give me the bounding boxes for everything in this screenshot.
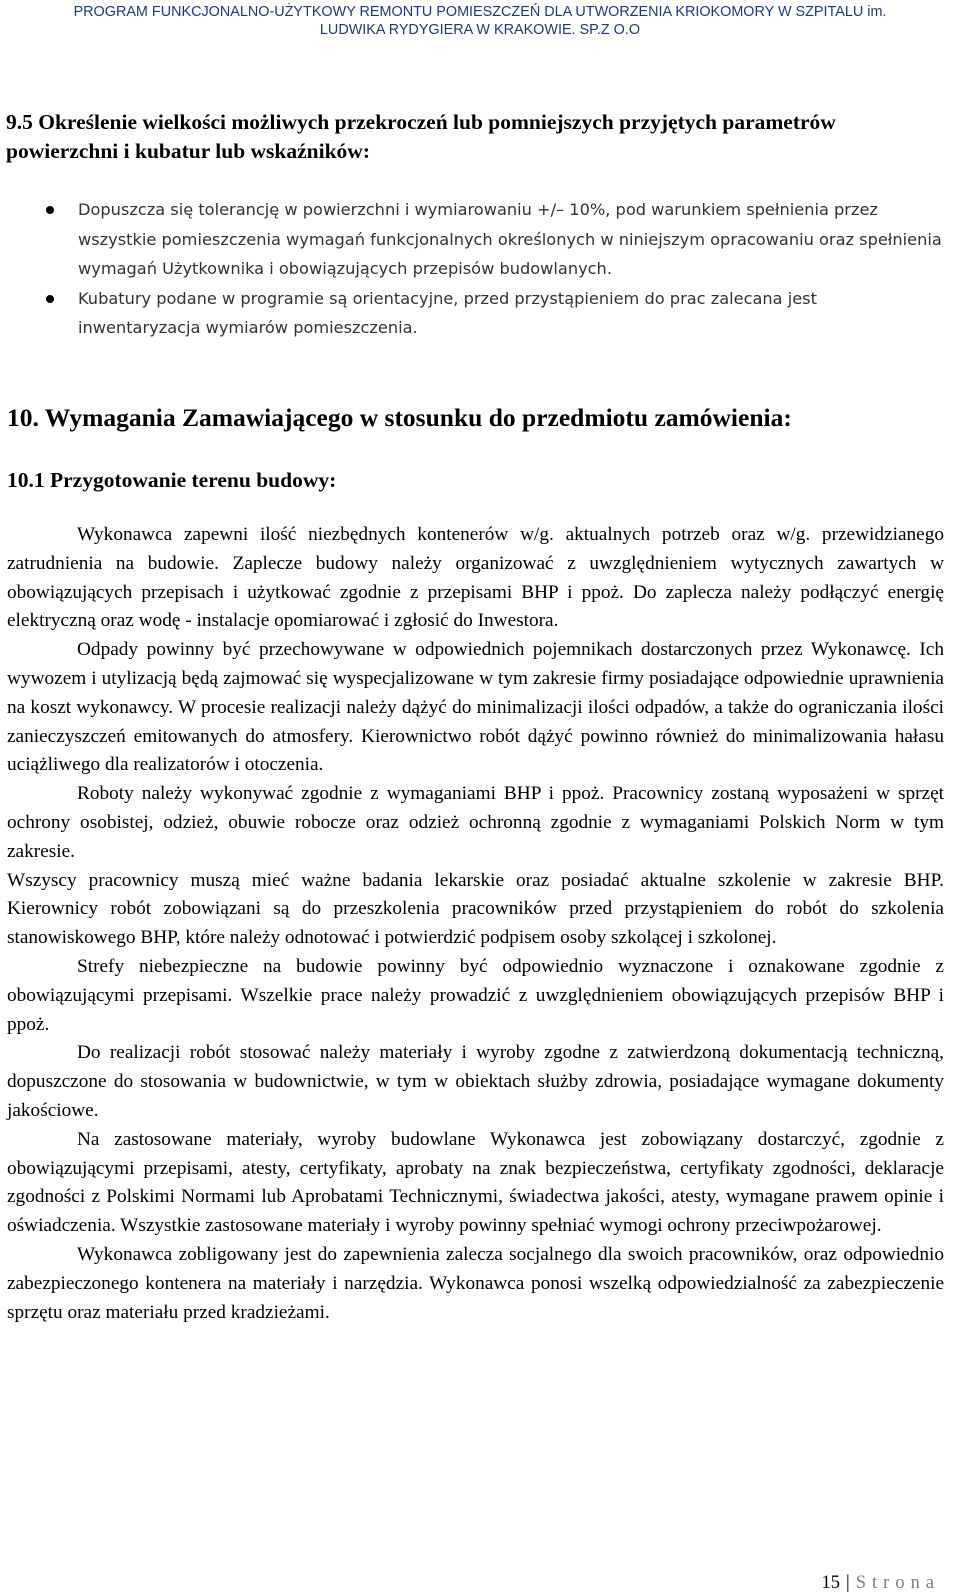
section-9-5-heading: 9.5 Określenie wielkości możliwych przekroczeń lub pomniejszych przyjętych parametrów powierzchni i kubatur lub wskaźników: <box>6 110 836 163</box>
page-footer <box>821 1572 940 1594</box>
paragraph: Na zastosowane materiały, wyroby budowlane Wykonawca jest zobowiązany dostarczyć, zgodnie z obowiązującymi przepisami, atesty, certyfikaty, aprobaty na znak bezpieczeństwa, certyfikaty zgodności, deklaracje zgodności z Polskimi Normami lub Aprobatami Technicznymi, świadectwa jakości, atesty, wymagane prawem opinie i oświadczenia. Wszystkie zastosowane materiały i wyroby powinny spełniać wymogi ochrony przeciwpożarowej. <box>7 1128 944 1237</box>
footer-separator: | <box>845 1573 850 1593</box>
document-header <box>0 3 960 39</box>
paragraph: Wszyscy pracownicy muszą mieć ważne badania lekarskie oraz posiadać aktualne szkolenie w zakresie BHP. Kierownicy robót zobowiązani są do przeszkolenia pracowników przed przystąpieniem do robót do szkolenia stanowiskowego BHP, które należy odnotować i potwierdzić podpisem osoby szkolącej i szkolonej. <box>7 869 944 949</box>
bullet-text: Kubatury podane w programie są orientacyjne, przed przystąpieniem do prac zalecana jest inwentaryzacja wymiarów pomieszczenia. <box>78 288 817 337</box>
bullet-text: Dopuszcza się tolerancję w powierzchni i wymiarowaniu +/– 10%, pod warunkiem spełnienia przez wszystkie pomieszczenia wymagań funkcjonalnych określonych w niniejszym opracowaniu oraz spełnienia wymagań Użytkownika i obowiązujących przepisów budowlanych. <box>78 200 942 278</box>
section-10-1-heading: 10.1 Przygotowanie terenu budowy: <box>7 468 337 492</box>
paragraph: Roboty należy wykonywać zgodnie z wymaganiami BHP i ppoż. Pracownicy zostaną wyposażeni w sprzęt ochrony osobistej, odzież, obuwie robocze oraz odzież ochronną zgodnie z wymaganiami Polskich Norm w tym zakresie. <box>7 783 944 862</box>
page-number: 15 <box>821 1573 840 1593</box>
bullet-item <box>0 284 944 343</box>
paragraph: Strefy niebezpieczne na budowie powinny być odpowiednio wyznaczone i oznakowane zgodnie z obowiązującymi przepisami. Wszelkie prace należy prowadzić z uwzględnieniem obowiązujących przepisów BHP i ppoż. <box>7 955 944 1035</box>
bullet-item <box>0 195 944 284</box>
tolerance-bullet-list <box>0 195 960 343</box>
section-10-heading: 10. Wymagania Zamawiającego w stosunku do przedmiotu zamówienia: <box>7 403 792 432</box>
section-10-1-body <box>7 521 944 1327</box>
page-label: Strona <box>855 1573 940 1593</box>
header-line-2: LUDWIKA RYDYGIERA W KRAKOWIE. SP.Z O.O <box>319 22 641 38</box>
paragraph: Do realizacji robót stosować należy materiały i wyroby zgodne z zatwierdzoną dokumentacją techniczną, dopuszczone do stosowania w budownictwie, w tym w obiektach służby zdrowia, posiadające wymagane dokumenty jakościowe. <box>7 1042 944 1121</box>
paragraph: Wykonawca zapewni ilość niezbędnych kontenerów w/g. aktualnych potrzeb oraz w/g. przewidzianego zatrudnienia na budowie. Zaplecze budowy należy organizować z uwzględnieniem wytycznych zawartych w obowiązujących przepisach i użytkować zgodnie z przepisami BHP i ppoż. Do zaplecza należy podłączyć energię elektryczną oraz wodę - instalacje opomiarować i zgłosić do Inwestora. <box>7 524 944 632</box>
header-line-1: PROGRAM FUNKCJONALNO-UŻYTKOWY REMONTU POMIESZCZEŃ DLA UTWORZENIA KRIOKOMORY W SZPITALU im. <box>73 4 887 20</box>
bullet-icon <box>46 206 54 214</box>
paragraph: Odpady powinny być przechowywane w odpowiednich pojemnikach dostarczonych przez Wykonawcę. Ich wywozem i utylizacją będą zajmować się wyspecjalizowane w tym zakresie firmy posiadające odpowiednie uprawnienia na koszt wykonawcy. W procesie realizacji należy dążyć do minimalizacji ilości odpadów, a także do ograniczania ilości zanieczyszczeń emitowanych do atmosfery. Kierownictwo robót dążyć powinno również do minimalizowania hałasu uciążliwego dla realizatorów i otoczenia. <box>7 639 944 776</box>
paragraph: Wykonawca zobligowany jest do zapewnienia zalecza socjalnego dla swoich pracowników, oraz odpowiednio zabezpieczonego kontenera na materiały i narzędzia. Wykonawca ponosi wszelką odpowiedzialność za zabezpieczenie sprzętu oraz materiału przed kradzieżami. <box>7 1243 944 1323</box>
bullet-icon <box>46 295 54 303</box>
